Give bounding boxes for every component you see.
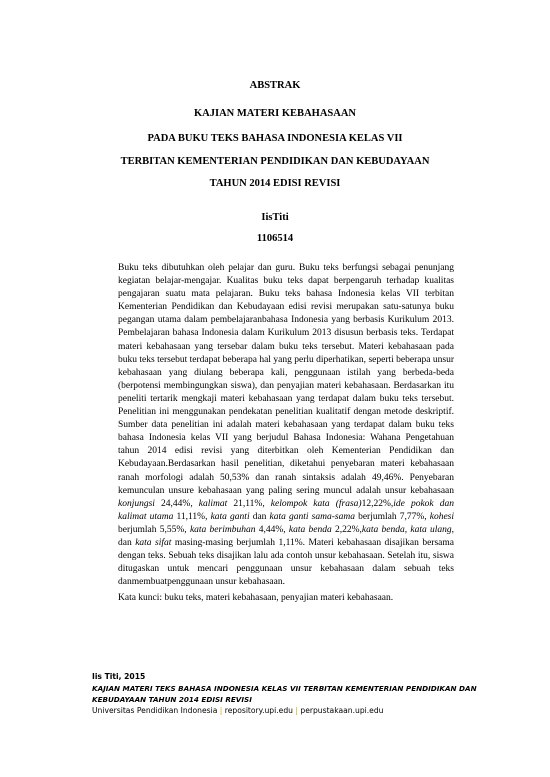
subtitle-line-4: TAHUN 2014 EDISI REVISI — [209, 178, 341, 189]
subtitle-line-3: TERBITAN KEMENTERIAN PENDIDIKAN DAN KEBUDAYAAN — [120, 156, 430, 167]
student-id: 1106514 — [256, 233, 294, 244]
abstract-italic-term: kata benda — [288, 524, 332, 535]
subtitle-line-1: KAJIAN MATERI KEBAHASAAN — [194, 108, 356, 119]
footer-library-link[interactable]: perpustakaan.upi.edu — [300, 706, 384, 715]
abstract-text: , dan — [118, 524, 454, 548]
footer-author-year: Iis Titi, 2015 — [92, 672, 146, 681]
abstract-italic-term: ide pokok dan kalimat utama — [118, 498, 454, 522]
abstract-text: 11,11%, — [173, 511, 211, 522]
abstract-text: 21,11%, — [227, 498, 271, 509]
footer-separator-1: | — [219, 706, 223, 715]
abstract-italic-term: kata sifat — [135, 537, 172, 548]
page-title: ABSTRAK — [249, 80, 301, 91]
abstract-text: masing-masing berjumlah 1,11%. Materi kebahasaan disajikan bersama dengan teks. Sebuah teks disajikan lalu ada contoh unsur kebahasaan. Setelah itu, siswa ditugaskan untuk mencari penggunaan unsur kebahasaan dalam sebuah teks danmembuatpenggunaan unsur kebahasaan. — [118, 537, 454, 588]
abstract-text: 12,22%, — [361, 498, 394, 509]
abstract-text: dan — [249, 511, 270, 522]
subtitle-line-2: PADA BUKU TEKS BAHASA INDONESIA KELAS VII — [147, 133, 403, 144]
abstract-italic-term: kata ulang — [410, 524, 452, 535]
footer-title-line-2: KEBUDAYAAN TAHUN 2014 EDISI REVISI — [92, 695, 252, 704]
abstract-italic-term: konjungsi — [118, 498, 155, 509]
abstract-italic-term: kata ganti sama-sama — [269, 511, 355, 522]
abstract-text: 24,44%, — [154, 498, 199, 509]
footer-university: Universitas Pendidikan Indonesia — [92, 706, 218, 715]
abstract-italic-term: kata berimbuhan — [189, 524, 256, 535]
abstract-italic-term: kohesi — [429, 511, 455, 522]
abstract-body — [118, 262, 454, 589]
footer-university-line — [92, 706, 383, 717]
keywords: Kata kunci: buku teks, materi kebahasaan, penyajian materi kebahasaan. — [118, 593, 394, 603]
abstract-text: berjumlah 5,55%, — [118, 524, 190, 535]
abstract-italic-term: kelompok kata (frasa) — [270, 498, 362, 509]
abstract-text: 2,22%, — [331, 524, 362, 535]
abstract-text: 4,44%, — [255, 524, 289, 535]
footer-separator-2: | — [295, 706, 298, 715]
abstract-text: , — [404, 524, 411, 535]
footer-repository-link[interactable]: repository.upi.edu — [224, 706, 293, 715]
abstract-italic-term: kalimat — [198, 498, 228, 509]
footer-title-line-1: KAJIAN MATERI TEKS BAHASA INDONESIA KELAS VII TERBITAN KEMENTERIAN PENDIDIKAN DAN — [92, 684, 477, 693]
author-name: IisTiti — [261, 212, 289, 223]
abstract-italic-term: kata benda — [361, 524, 405, 535]
abstract-text: Buku teks dibutuhkan oleh pelajar dan guru. Buku teks berfungsi sebagai penunjang kegiatan belajar-mengajar. Kualitas buku teks dapat berpengaruh terhadap kualitas pengajaran suatu mata pelajaran. Buku teks bahasa Indonesia kelas VII terbitan Kementerian Pendidikan dan Kebudayaan edisi revisi merupakan satu-satunya buku pegangan utama dalam pembelajaranbahasa Indonesia yang berbasis Kurikulum 2013. Pembelajaran bahasa Indonesia dalam Kurikulum 2013 disusun berbasis teks. Terdapat materi kebahasaan yang tersebar dalam buku teks tersebut. Materi kebahasaan pada buku teks tersebut terdapat beberapa hal yang perlu diperhatikan, seperti beberapa unsur kebahasaan yang diulang beberapa kali, penggunaan istilah yang berbeda-beda (berpotensi membingungkan siswa), dan penyajian materi kebahasaan. Berdasarkan itu peneliti tertarik mengkaji materi kebahasaan yang terdapat dalam buku teks tersebut. Penelitian ini menggunakan pendekatan penelitian kualitatif dengan metode deskriptif. Sumber data penelitian ini adalah materi kebahasaan yang terdapat dalam buku teks bahasa Indonesia kelas VII yang berjudul Bahasa Indonesia: Wahana Pengetahuan tahun 2014 edisi revisi yang diterbitkan oleh Kementerian Pendidikan dan Kebudayaan.Berdasarkan hasil penelitian, diketahui penyebaran materi kebahasaan ranah morfologi adalah 50,53% dan ranah sintaksis adalah 49,46%. Penyebaran kemunculan unsure kebahasaan yang paling sering muncul adalah unsur kebahasaan — [118, 263, 454, 496]
abstract-italic-term: kata ganti — [210, 511, 250, 522]
abstract-text: berjumlah 7,77%, — [354, 511, 430, 522]
